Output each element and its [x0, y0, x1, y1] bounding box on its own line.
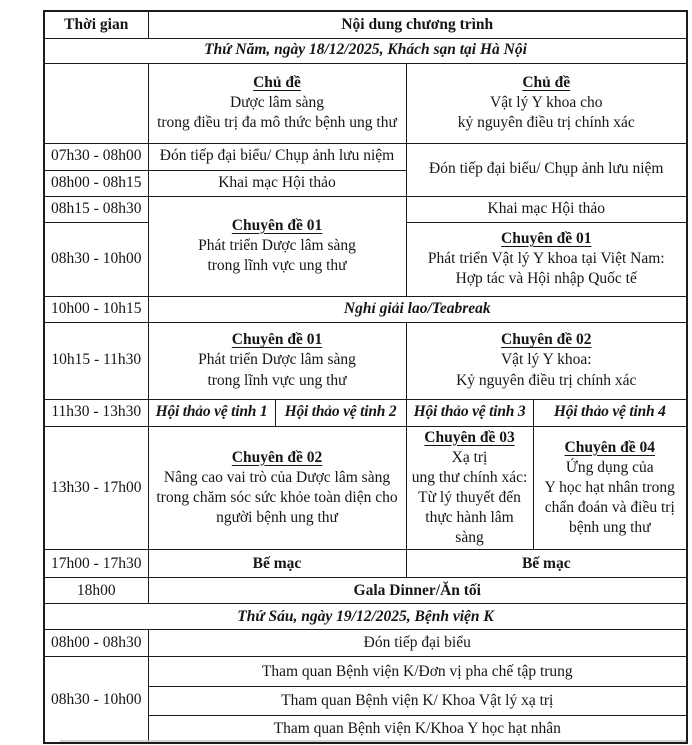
session2-left-heading: Chuyên đề 01 [231, 331, 323, 349]
time-cell: 10h15 - 11h30 [44, 322, 148, 399]
visit-cell-2: Tham quan Bệnh viện K/ Khoa Vật lý xạ trị [148, 687, 687, 716]
afternoon-left-cell [148, 426, 406, 550]
time-cell: 18h00 [44, 578, 148, 604]
welcome-left-cell: Đón tiếp đại biểu/ Chụp ảnh lưu niệm [148, 143, 406, 170]
day2-title: Thứ Sáu, ngày 19/12/2025, Bệnh viện K [44, 604, 687, 630]
program-table [43, 10, 688, 744]
afternoon-right-line: Ứng dụng của [565, 458, 654, 476]
theme-left-heading: Chủ đề [253, 73, 301, 91]
theme-right-heading: Chủ đề [522, 73, 571, 91]
session1-right-heading: Chuyên đề 01 [501, 229, 592, 247]
opening-left-cell: Khai mạc Hội thảo [148, 170, 406, 196]
afternoon-left-line: trong chăm sóc sức khỏe toàn diện cho [156, 488, 398, 506]
afternoon-mid-cell [406, 426, 533, 550]
session2-right-cell [406, 322, 687, 399]
closing-left-cell: Bế mạc [148, 550, 406, 578]
welcome-right-cell: Đón tiếp đại biểu/ Chụp ảnh lưu niệm [406, 143, 687, 196]
satellite-cell-2: Hội thảo vệ tinh 2 [275, 399, 406, 426]
time-cell: 08h00 - 08h30 [44, 630, 148, 657]
visit-cell-3: Tham quan Bệnh viện K/Khoa Y học hạt nhân [148, 716, 687, 743]
opening-right-cell: Khai mạc Hội thảo [406, 196, 687, 222]
theme-left-line: trong điều trị đa mô thức bệnh ung thư [157, 114, 397, 132]
time-cell: 07h30 - 08h00 [44, 143, 148, 170]
afternoon-mid-line: Từ lý thuyết đến [418, 488, 521, 506]
time-cell: 11h30 - 13h30 [44, 399, 148, 426]
header-time: Thời gian [44, 11, 148, 38]
theme-left-cell [148, 63, 406, 143]
afternoon-mid-line: Xạ trị [451, 448, 488, 466]
theme-right-cell [406, 63, 687, 143]
session2-left-line: Phát triển Dược lâm sàng [198, 351, 356, 369]
scan-artifact-line [60, 740, 686, 742]
header-content: Nội dung chương trình [148, 11, 687, 38]
afternoon-right-line: bệnh ung thư [568, 519, 651, 537]
day1-title: Thứ Năm, ngày 18/12/2025, Khách sạn tại Hà Nội [44, 38, 687, 63]
session2-right-heading: Chuyên đề 02 [501, 331, 592, 349]
satellite-cell-1: Hội thảo vệ tinh 1 [148, 399, 275, 426]
closing-right-cell: Bế mạc [406, 550, 687, 578]
session1-left-line: trong lĩnh vực ung thư [207, 257, 347, 275]
theme-right-line: Vật lý Y khoa cho [490, 93, 603, 111]
time-cell: 08h30 - 10h00 [44, 222, 148, 296]
time-cell: 13h30 - 17h00 [44, 426, 148, 550]
session1-left-cell [148, 196, 406, 296]
session1-left-heading: Chuyên đề 01 [231, 216, 323, 234]
afternoon-left-heading: Chuyên đề 02 [231, 448, 323, 466]
afternoon-left-line: người bệnh ung thư [216, 509, 338, 527]
session2-left-line: trong lĩnh vực ung thư [207, 371, 347, 389]
afternoon-right-line: chẩn đoán và điều trị [544, 498, 675, 516]
time-cell: 17h00 - 17h30 [44, 550, 148, 578]
session2-left-cell [148, 322, 406, 399]
time-cell: 10h00 - 10h15 [44, 296, 148, 322]
afternoon-mid-heading: Chuyên đề 03 [424, 428, 515, 446]
session1-right-cell [406, 222, 687, 296]
gala-cell: Gala Dinner/Ăn tối [148, 578, 687, 604]
afternoon-right-heading: Chuyên đề 04 [564, 438, 655, 456]
afternoon-mid-line: ung thư chính xác: [411, 468, 528, 486]
session1-left-line: Phát triển Dược lâm sàng [198, 236, 356, 254]
time-cell-empty [44, 63, 148, 143]
satellite-cell-4: Hội thảo vệ tinh 4 [533, 399, 687, 426]
session2-right-line: Kỷ nguyên điều trị chính xác [456, 371, 637, 389]
session1-right-line: Hợp tác và Hội nhập Quốc tế [455, 270, 637, 288]
afternoon-mid-line: thực hành lâm sàng [425, 509, 514, 547]
day2-welcome-cell: Đón tiếp đại biểu [148, 630, 687, 657]
time-cell: 08h15 - 08h30 [44, 196, 148, 222]
session1-right-line: Phát triển Vật lý Y khoa tại Việt Nam: [427, 249, 665, 267]
session2-right-line: Vật lý Y khoa: [500, 351, 592, 369]
theme-left-line: Dược lâm sàng [229, 93, 325, 111]
time-cell: 08h00 - 08h15 [44, 170, 148, 196]
afternoon-right-line: Y học hạt nhân trong [544, 478, 675, 496]
theme-right-line: kỷ nguyên điều trị chính xác [457, 114, 635, 132]
visit-cell-1: Tham quan Bệnh viện K/Đơn vị pha chế tập trung [148, 657, 687, 687]
afternoon-left-line: Nâng cao vai trò của Dược lâm sàng [163, 468, 391, 486]
afternoon-right-cell [533, 426, 687, 550]
satellite-cell-3: Hội thảo vệ tinh 3 [406, 399, 533, 426]
time-cell: 08h30 - 10h00 [44, 657, 148, 743]
teabreak-cell: Nghỉ giải lao/Teabreak [148, 296, 687, 322]
